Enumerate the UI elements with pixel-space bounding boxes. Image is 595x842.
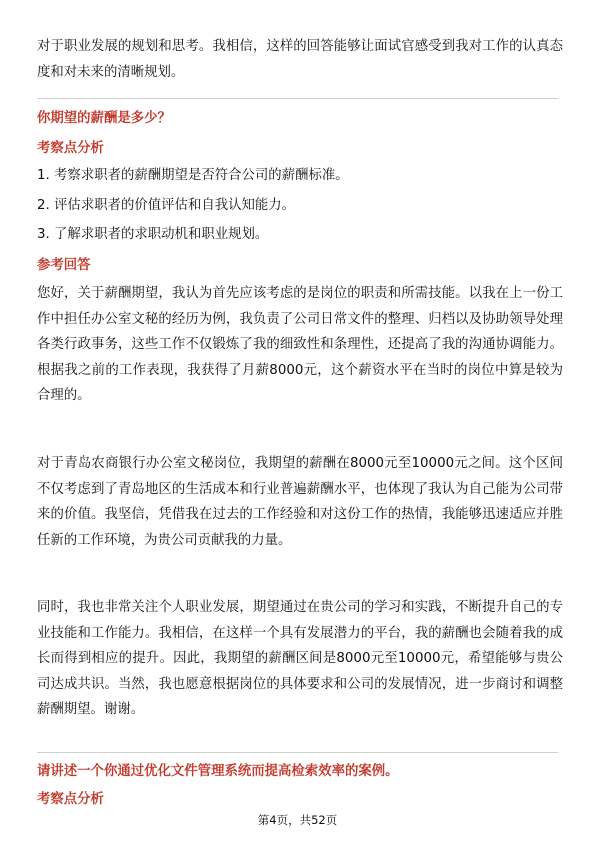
answer-paragraph: 同时，我也非常关注个人职业发展，期望通过在贵公司的学习和实践，不断提升自己的专业技能和工作能力。我相信，在这样一个具有发展潜力的平台，我的薪酬也会随着我的成长而得到相应的提升。因此，我期望的薪酬区间是8000元至10000元，希望能够与贵公司达成共识。当然，我也愿意根据岗位的具体要求和公司的发展情况，进一步商讨和调整薪酬期望。谢谢。 (37, 600, 563, 717)
analysis-heading: 考察点分析 (37, 141, 104, 156)
analysis-heading: 考察点分析 (37, 792, 104, 807)
analysis-item: 3. 了解求职者的求职动机和职业规划。 (37, 227, 269, 242)
analysis-item: 1. 考察求职者的薪酬期望是否符合公司的薪酬标准。 (37, 168, 349, 183)
analysis-item: 2. 评估求职者的价值评估和自我认知能力。 (37, 198, 296, 213)
section-divider (37, 752, 558, 753)
answer-paragraph: 您好，关于薪酬期望，我认为首先应该考虑的是岗位的职责和所需技能。以我在上一份工作中担任办公室文秘的经历为例，我负责了公司日常文件的整理、归档以及协助领导处理各类行政事务，这些工作不仅锻炼了我的细致性和条理性，还提高了我的沟通协调能力。根据我之前的工作表现，我获得了月薪8000元，这个薪资水平在当时的岗位中算是较为合理的。 (37, 286, 563, 403)
question-title: 你期望的薪酬是多少？ (37, 111, 171, 126)
answer-paragraph: 对于青岛农商银行办公室文秘岗位，我期望的薪酬在8000元至10000元之间。这个区间不仅考虑到了青岛地区的生活成本和行业普遍薪酬水平，也体现了我认为自己能为公司带来的价值。我坚信，凭借我在过去的工作经验和对这份工作的热情，我能够迅速适应并胜任新的工作环境，为贵公司贡献我的力量。 (37, 456, 563, 548)
section-divider (37, 98, 558, 99)
page-number: 第4页，共52页 (257, 813, 338, 827)
question-title: 请讲述一个你通过优化文件管理系统而提高检索效率的案例。 (37, 764, 399, 779)
intro-paragraph: 对于职业发展的规划和思考。我相信，这样的回答能够让面试官感受到我对工作的认真态度和对未来的清晰规划。 (37, 39, 563, 80)
answer-heading: 参考回答 (37, 258, 91, 273)
